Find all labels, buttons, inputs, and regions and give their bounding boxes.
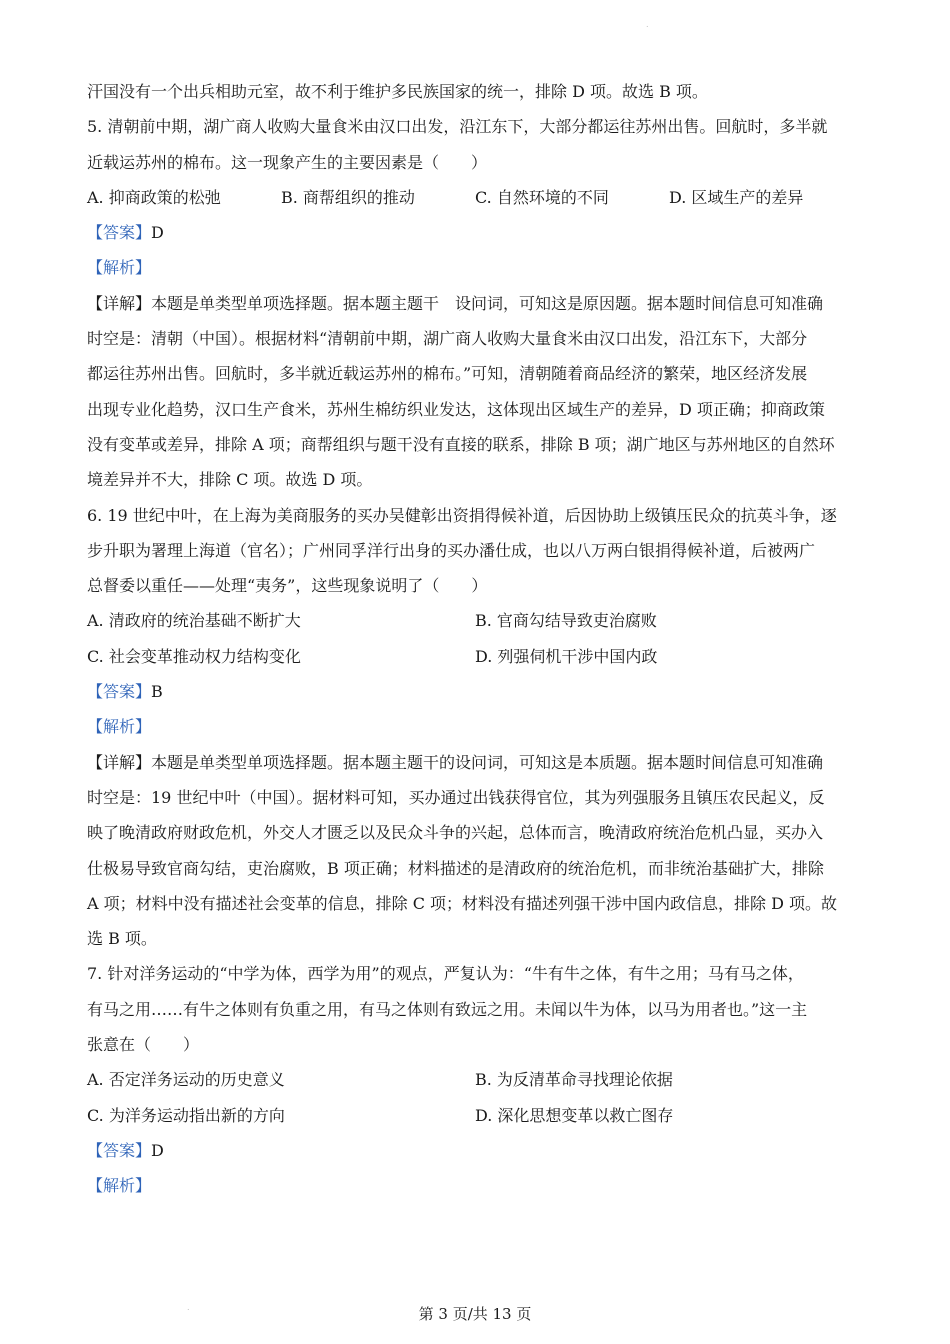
analysis-line	[87, 250, 865, 285]
question-stem-line: 步升职为署理上海道（官名）；广州同孚洋行出身的买办潘仕成，也以八万两白银捐得候补道，后被两广	[87, 540, 816, 560]
answer-value: D	[151, 1140, 164, 1160]
answer-line	[87, 1133, 865, 1168]
option-c: C. 为洋务运动指出新的方向	[87, 1105, 285, 1125]
question-stem-line: 7. 针对洋务运动的“中学为体，西学为用”的观点，严复认为：“牛有牛之体，有牛之用；马有马之体，	[87, 964, 804, 984]
answer-tag: 【答案】	[87, 1140, 152, 1160]
options-row	[87, 603, 865, 638]
question-stem-line: 有马之用……有牛之体则有负重之用，有马之体则有致远之用。未闻以牛为体，以马为用者也。”这一主	[87, 999, 808, 1019]
question-stem-line: 张意在（ ）	[87, 1035, 200, 1055]
paragraph-line: 汗国没有一个出兵相助元室，故不利于维护多民族国家的统一，排除 D 项。故选 B 项。	[87, 82, 708, 101]
option-c: C. 社会变革推动权力结构变化	[87, 646, 301, 666]
question-stem-line: 总督委以重任——处理“夷务”，这些现象说明了（ ）	[87, 576, 488, 596]
scan-mark: .	[187, 1303, 190, 1312]
detail-text: 本题是单类型单项选择题。据本题主题干的设问词，可知这是本质题。据本题时间信息可知准确	[151, 752, 824, 772]
detail-line: 映了晚清政府财政危机，外交人才匮乏以及民众斗争的兴起，总体而言，晚清政府统治危机凸显，买办入	[87, 823, 824, 843]
option-d: D. 深化思想变革以救亡图存	[475, 1105, 674, 1125]
answer-line	[87, 674, 865, 709]
detail-line: 没有变革或差异，排除 A 项；商帮组织与题干没有直接的联系，排除 B 项；湖广地区与苏州地区的自然环	[87, 434, 835, 454]
detail-line: 出现专业化趋势，汉口生产食米，苏州生棉纺织业发达，这体现出区域生产的差异，D 项正确；抑商政策	[87, 399, 825, 419]
question-stem-line: 5. 清朝前中期，湖广商人收购大量食米由汉口出发，沿江东下，大部分都运往苏州出售。回航时，多半就	[87, 117, 828, 137]
detail-line: 选 B 项。	[87, 929, 157, 949]
option-a: A. 否定洋务运动的历史意义	[87, 1070, 285, 1090]
analysis-line	[87, 709, 865, 744]
options-row	[87, 1098, 865, 1133]
answer-value: D	[151, 223, 164, 243]
option-c: C. 自然环境的不同	[475, 187, 609, 207]
option-d: D. 区域生产的差异	[669, 187, 804, 207]
detail-tag: 【详解】	[87, 752, 152, 772]
options-row	[87, 639, 865, 674]
option-b: B. 官商勾结导致吏治腐败	[475, 611, 657, 631]
document-body	[87, 74, 865, 1204]
detail-line: 境差异并不大，排除 C 项。故选 D 项。	[87, 470, 373, 490]
answer-tag: 【答案】	[87, 223, 152, 243]
question-stem-line: 6. 19 世纪中叶，在上海为美商服务的买办吴健彰出资捐得候补道，后因协助上级镇压民众的抗英斗争，逐	[87, 505, 837, 525]
options-row	[87, 1062, 865, 1097]
analysis-tag: 【解析】	[87, 1176, 152, 1196]
option-b: B. 为反清革命寻找理论依据	[475, 1070, 673, 1090]
detail-text: 本题是单类型单项选择题。据本题主题干 设问词，可知这是原因题。据本题时间信息可知准确	[151, 293, 824, 313]
answer-value: B	[151, 682, 163, 702]
scan-mark: .	[646, 20, 649, 29]
detail-line: 时空是：19 世纪中叶（中国）。据材料可知，买办通过出钱获得官位，其为列强服务且镇压农民起义，反	[87, 787, 825, 807]
question-7	[87, 956, 865, 1203]
detail-tag: 【详解】	[87, 293, 152, 313]
option-a: A. 抑商政策的松弛	[87, 187, 221, 207]
answer-line	[87, 215, 865, 250]
detail-line: 都运往苏州出售。回航时，多半就近载运苏州的棉布。”可知，清朝随着商品经济的繁荣，地区经济发展	[87, 364, 808, 384]
detail-line: 时空是：清朝（中国）。根据材料“清朝前中期，湖广商人收购大量食米由汉口出发，沿江东下，大部分	[87, 329, 808, 349]
question-stem-line: 近载运苏州的棉布。这一现象产生的主要因素是（ ）	[87, 152, 488, 172]
answer-tag: 【答案】	[87, 682, 152, 702]
analysis-tag: 【解析】	[87, 258, 152, 278]
option-d: D. 列强伺机干涉中国内政	[475, 646, 658, 666]
page-footer: 第 3 页/共 13 页	[418, 1305, 532, 1323]
option-b: B. 商帮组织的推动	[281, 187, 415, 207]
option-a: A. 清政府的统治基础不断扩大	[87, 611, 301, 631]
analysis-tag: 【解析】	[87, 717, 152, 737]
detail-line: A 项；材料中没有描述社会变革的信息，排除 C 项；材料没有描述列强干涉中国内政信息，排除 D 项。故	[87, 893, 838, 913]
question-6	[87, 498, 865, 957]
detail-line	[87, 286, 865, 321]
detail-line	[87, 745, 865, 780]
options-row	[87, 180, 865, 215]
question-5	[87, 109, 865, 497]
detail-line: 仕极易导致官商勾结，吏治腐败，B 项正确；材料描述的是清政府的统治危机，而非统治基础扩大，排除	[87, 858, 824, 878]
analysis-line	[87, 1168, 865, 1203]
